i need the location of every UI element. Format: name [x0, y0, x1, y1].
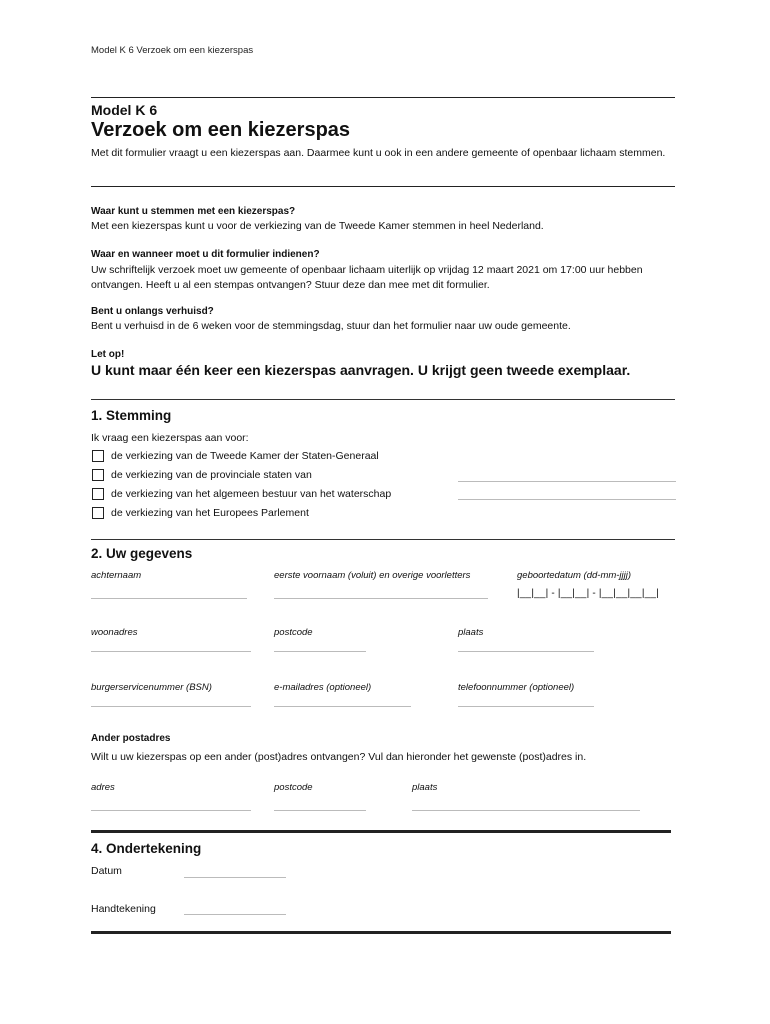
divider [91, 97, 675, 98]
alt-plaats-field[interactable] [412, 810, 640, 811]
question-heading: Waar en wanneer moet u dit formulier indienen? [91, 249, 320, 260]
model-number: Model K 6 [91, 102, 158, 118]
field-label: eerste voornaam (voluit) en overige voorletters [274, 570, 471, 581]
checkbox[interactable] [92, 450, 104, 462]
field-label: adres [91, 782, 115, 793]
divider [91, 186, 675, 187]
birthdate-field[interactable]: |__|__| - |__|__| - |__|__|__|__| [517, 588, 659, 599]
plaats-field[interactable] [458, 651, 594, 652]
subsection-heading: Ander postadres [91, 733, 171, 744]
option-row[interactable] [92, 506, 309, 520]
postcode-field[interactable] [274, 651, 366, 652]
page-title: Verzoek om een kiezerspas [91, 119, 351, 141]
option-label: de verkiezing van het algemeen bestuur van het waterschap [111, 488, 392, 500]
waterschap-field[interactable] [458, 499, 676, 500]
warning-text: U kunt maar één keer een kiezerspas aanvragen. U krijgt geen tweede exemplaar. [91, 362, 631, 378]
answer-text: Bent u verhuisd in de 6 weken voor de stemmingsdag, stuur dan het formulier naar uw oude gemeente. [91, 320, 571, 332]
checkbox[interactable] [92, 507, 104, 519]
province-field[interactable] [458, 481, 676, 482]
running-header: Model K 6 Verzoek om een kiezerspas [91, 45, 254, 56]
answer-text: Met een kiezerspas kunt u voor de verkiezing van de Tweede Kamer stemmen in heel Nederland. [91, 220, 544, 232]
divider [91, 399, 675, 400]
intro-text: Met dit formulier vraagt u een kiezerspas aan. Daarmee kunt u ook in een andere gemeente of openbaar lichaam stemmen. [91, 147, 666, 159]
woonadres-field[interactable] [91, 651, 251, 652]
field-label: postcode [274, 782, 313, 793]
section-title-stemming: 1. Stemming [91, 408, 172, 423]
bsn-field[interactable] [91, 706, 251, 707]
checkbox[interactable] [92, 488, 104, 500]
subsection-text: Wilt u uw kiezerspas op een ander (post)adres ontvangen? Vul dan hieronder het gewenste (post)adres in. [91, 751, 587, 763]
option-label: de verkiezing van de Tweede Kamer der Staten-Generaal [111, 450, 379, 462]
field-label: woonadres [91, 627, 138, 638]
answer-text: Uw schriftelijk verzoek moet uw gemeente of openbaar lichaam uiterlijk op vrijdag 12 maart 2021 om 17:00 uur hebben ontvangen. Heeft u al een stempas ontvangen? Stuur deze dan mee met dit formulier. [91, 264, 643, 291]
option-row[interactable] [92, 449, 379, 463]
question-heading: Waar kunt u stemmen met een kiezerspas? [91, 206, 296, 217]
signature-field[interactable] [184, 914, 286, 915]
alt-adres-field[interactable] [91, 810, 251, 811]
option-row[interactable] [92, 468, 312, 482]
question-heading: Bent u onlangs verhuisd? [91, 306, 214, 317]
divider [91, 830, 671, 833]
datum-field[interactable] [184, 877, 286, 878]
section-title-ondertekening: 4. Ondertekening [91, 841, 202, 856]
email-field[interactable] [274, 706, 411, 707]
field-label: telefoonnummer (optioneel) [458, 682, 575, 693]
voornaam-field[interactable] [274, 598, 488, 599]
option-label: de verkiezing van het Europees Parlement [111, 507, 309, 519]
option-label: de verkiezing van de provinciale staten van [111, 469, 312, 481]
field-label: Handtekening [91, 903, 156, 915]
field-label: postcode [274, 627, 313, 638]
field-label: plaats [458, 627, 484, 638]
section-lead: Ik vraag een kiezerspas aan voor: [91, 432, 249, 444]
field-label: Datum [91, 865, 122, 877]
telefoon-field[interactable] [458, 706, 594, 707]
alt-postcode-field[interactable] [274, 810, 366, 811]
divider [91, 931, 671, 934]
option-row[interactable] [92, 487, 391, 501]
field-label: plaats [412, 782, 438, 793]
field-label: e-mailadres (optioneel) [274, 682, 372, 693]
field-label: geboortedatum (dd-mm-jjjj) [517, 570, 632, 581]
checkbox[interactable] [92, 469, 104, 481]
warning-label: Let op! [91, 349, 125, 360]
achternaam-field[interactable] [91, 598, 247, 599]
section-title-gegevens: 2. Uw gegevens [91, 546, 193, 561]
field-label: burgerservicenummer (BSN) [91, 682, 212, 693]
divider [91, 539, 675, 540]
field-label: achternaam [91, 570, 142, 581]
